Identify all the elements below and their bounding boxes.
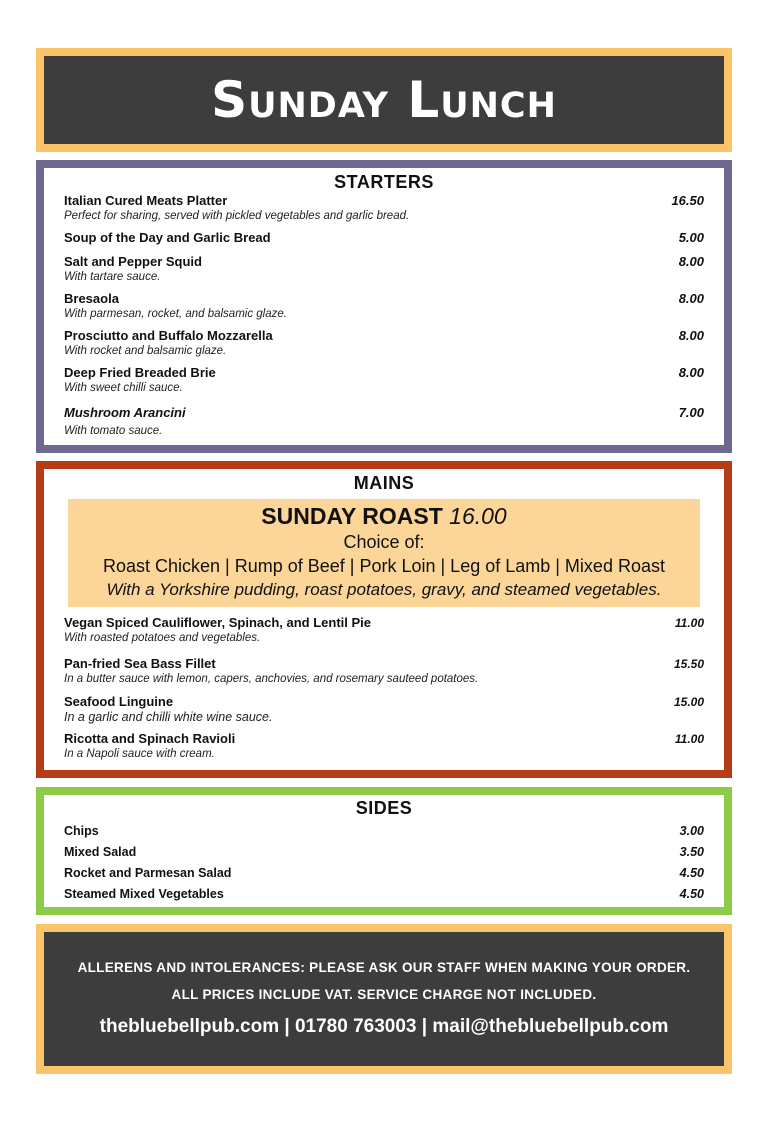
item-description: With tomato sauce. xyxy=(64,425,163,437)
item-price: 15.50 xyxy=(673,657,704,671)
item-price: 3.50 xyxy=(679,845,704,859)
menu-item xyxy=(64,405,704,439)
item-name: Rocket and Parmesan Salad xyxy=(64,866,232,880)
menu-item xyxy=(64,656,704,687)
menu-item xyxy=(64,821,704,841)
item-name: Chips xyxy=(64,824,99,838)
item-name: Italian Cured Meats Platter xyxy=(64,193,228,208)
menu-item xyxy=(64,291,704,322)
item-description: With rocket and balsamic glaze. xyxy=(64,345,227,357)
starters-section xyxy=(36,160,732,453)
item-description: In a garlic and chilli white wine sauce. xyxy=(64,710,273,724)
item-description: With sweet chilli sauce. xyxy=(64,382,183,394)
item-price: 16.50 xyxy=(671,193,704,208)
item-name: Pan-fried Sea Bass Fillet xyxy=(64,656,216,671)
item-price: 11.00 xyxy=(674,616,704,630)
item-description: Perfect for sharing, served with pickled vegetables and garlic bread. xyxy=(64,210,410,222)
starters-heading: STARTERS xyxy=(334,172,434,192)
roast-title: SUNDAY ROAST xyxy=(261,503,443,529)
sunday-roast-highlight xyxy=(68,499,700,607)
item-price: 4.50 xyxy=(679,887,704,901)
roast-price: 16.00 xyxy=(449,503,507,529)
menu-item xyxy=(64,328,704,359)
menu-item xyxy=(64,694,704,725)
contact-info: thebluebellpub.com | 01780 763003 | mail@thebluebellpub.com xyxy=(99,1016,669,1037)
menu-item xyxy=(64,254,704,285)
vat-notice: ALL PRICES INCLUDE VAT. SERVICE CHARGE NOT INCLUDED. xyxy=(171,987,597,1002)
menu-item xyxy=(64,731,704,762)
item-name: Mushroom Arancini xyxy=(64,405,186,420)
sides-section xyxy=(36,787,732,915)
item-price: 5.00 xyxy=(678,230,704,245)
item-price: 3.00 xyxy=(679,824,704,838)
item-description: In a Napoli sauce with cream. xyxy=(64,748,215,760)
menu-item xyxy=(64,615,704,646)
item-name: Soup of the Day and Garlic Bread xyxy=(64,230,271,245)
item-name: Deep Fried Breaded Brie xyxy=(64,365,216,380)
item-price: 7.00 xyxy=(678,405,704,420)
item-name: Bresaola xyxy=(64,291,119,306)
item-name: Vegan Spiced Cauliflower, Spinach, and Lentil Pie xyxy=(64,615,372,630)
item-price: 8.00 xyxy=(678,328,704,343)
item-price: 8.00 xyxy=(678,291,704,306)
item-name: Prosciutto and Buffalo Mozzarella xyxy=(64,328,273,343)
allergens-notice: ALLERENS AND INTOLERANCES: PLEASE ASK OUR STAFF WHEN MAKING YOUR ORDER. xyxy=(77,960,691,975)
item-description: In a butter sauce with lemon, capers, anchovies, and rosemary sauteed potatoes. xyxy=(64,673,479,685)
menu-item xyxy=(64,365,704,396)
menu-item xyxy=(64,230,704,246)
menu-item xyxy=(64,842,704,862)
roast-description: With a Yorkshire pudding, roast potatoes, gravy, and steamed vegetables. xyxy=(106,580,662,599)
roast-title-line xyxy=(74,502,694,530)
title-banner-inner xyxy=(44,56,724,144)
item-name: Ricotta and Spinach Ravioli xyxy=(64,731,236,746)
menu-item xyxy=(64,863,704,883)
item-name: Seafood Linguine xyxy=(64,694,174,709)
sides-heading: SIDES xyxy=(355,798,413,818)
item-name: Mixed Salad xyxy=(64,845,137,859)
item-price: 4.50 xyxy=(679,866,704,880)
item-price: 11.00 xyxy=(674,732,704,746)
title-banner xyxy=(36,48,732,152)
menu-item xyxy=(64,884,704,904)
item-name: Steamed Mixed Vegetables xyxy=(64,887,224,901)
item-description: With parmesan, rocket, and balsamic glaze. xyxy=(64,308,287,320)
roast-options: Roast Chicken | Rump of Beef | Pork Loin | Leg of Lamb | Mixed Roast xyxy=(103,556,665,576)
menu-item xyxy=(64,193,704,224)
item-name: Salt and Pepper Squid xyxy=(64,254,202,269)
footer-banner-inner xyxy=(44,932,724,1066)
mains-heading: MAINS xyxy=(353,473,415,493)
item-description: With tartare sauce. xyxy=(64,271,161,283)
item-description: With roasted potatoes and vegetables. xyxy=(64,632,261,644)
mains-section xyxy=(36,461,732,778)
footer-banner xyxy=(36,924,732,1074)
page-title: Sunday Lunch xyxy=(211,71,557,129)
item-price: 15.00 xyxy=(673,695,704,709)
item-price: 8.00 xyxy=(678,254,704,269)
item-price: 8.00 xyxy=(678,365,704,380)
roast-choice-label: Choice of: xyxy=(343,532,425,552)
